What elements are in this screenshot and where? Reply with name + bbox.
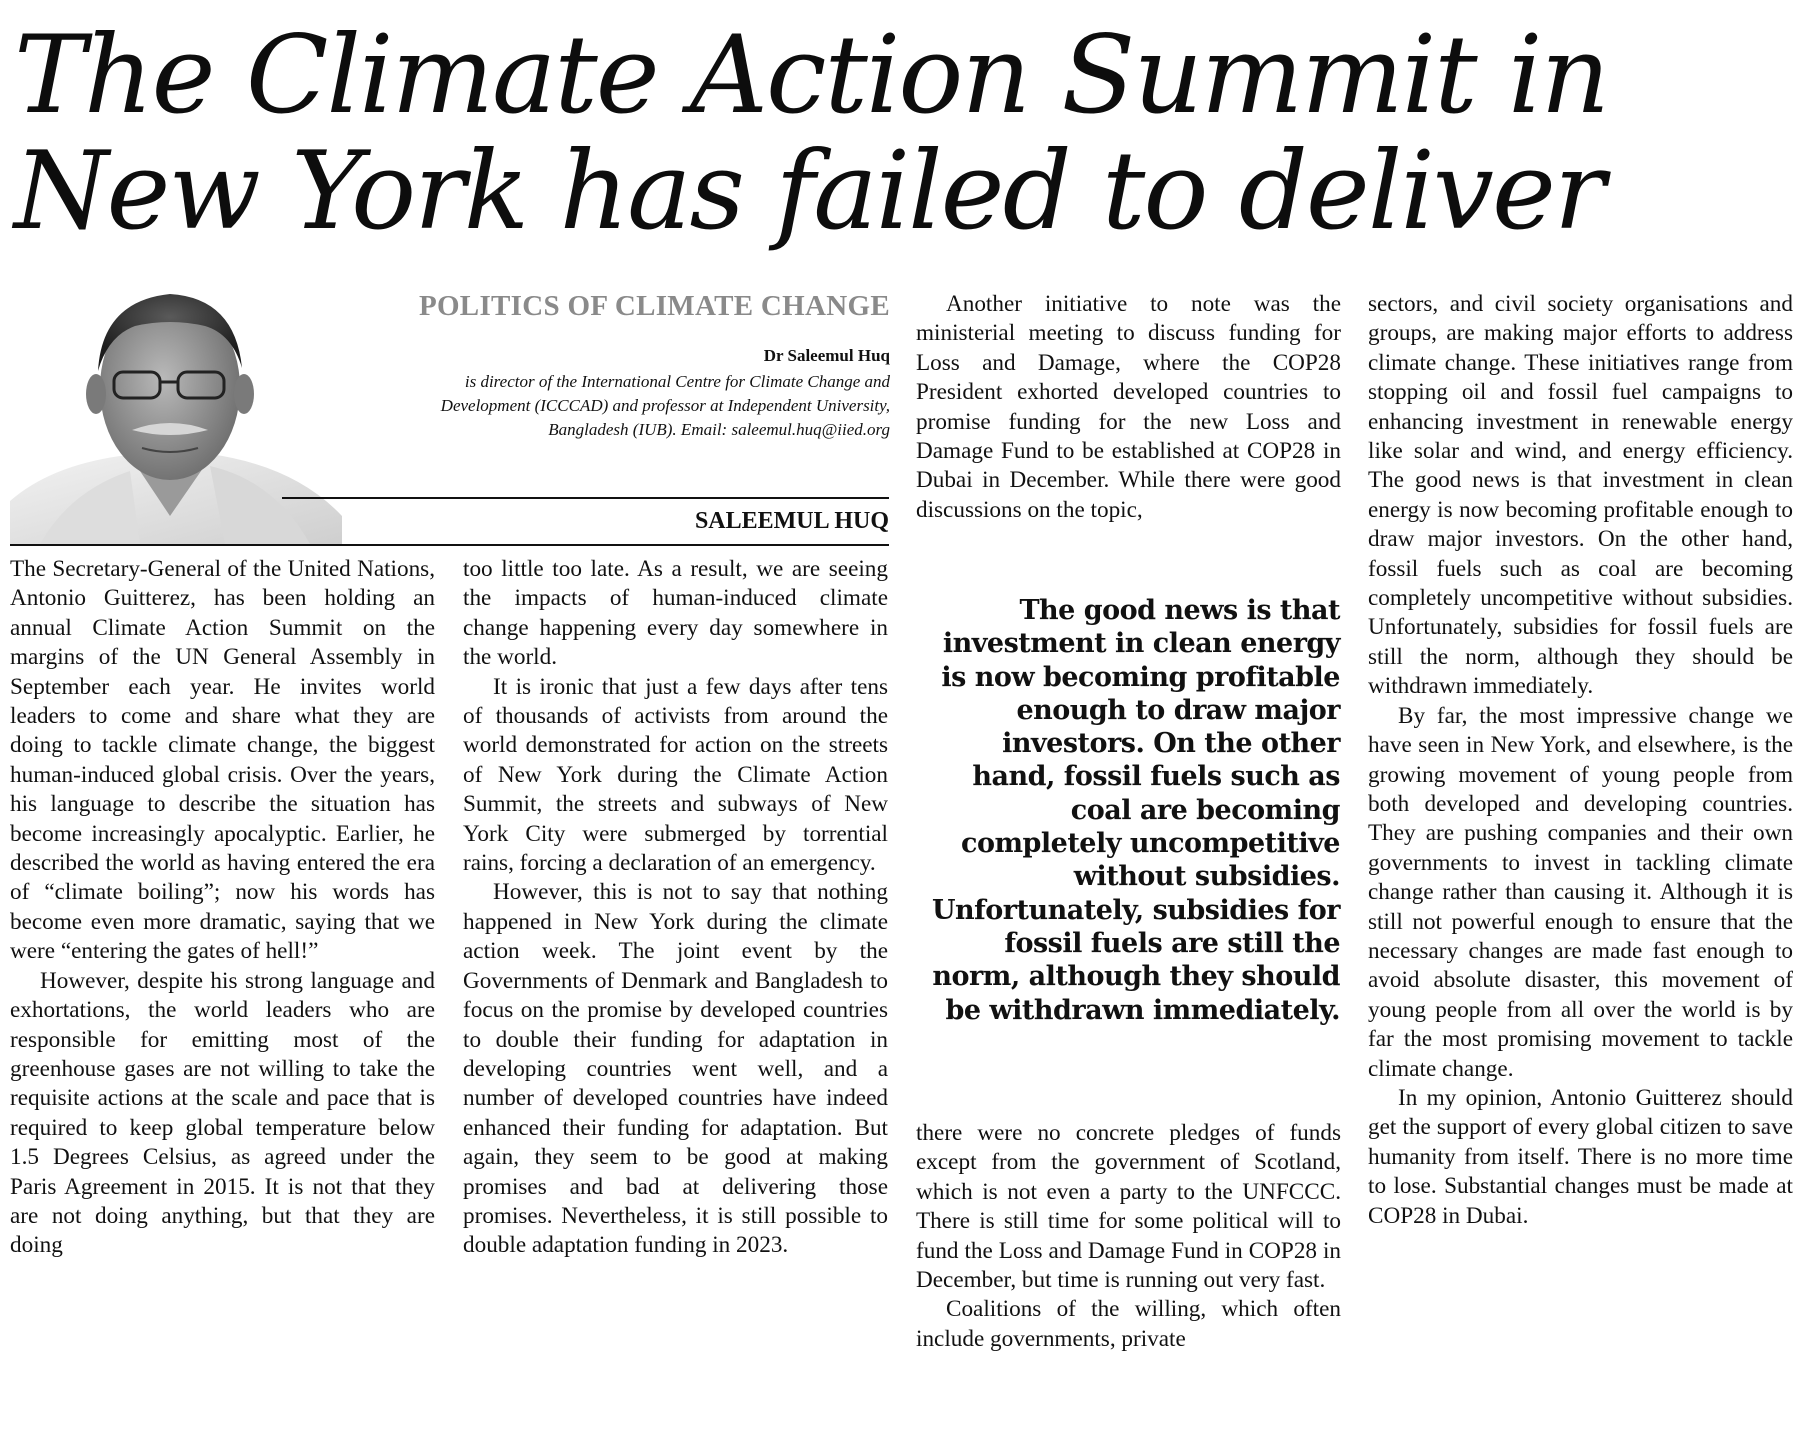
paragraph: Coalitions of the willing, which often include governments, private xyxy=(916,1296,1341,1352)
section-kicker: POLITICS OF CLIMATE CHANGE xyxy=(418,290,890,322)
byline-divider xyxy=(282,497,889,499)
paragraph: In my opinion, Antonio Guitterez should get the support of every global citizen to save humanity from itself. There is no more time to lose. Substantial changes must be made at COP28 in Dubai. xyxy=(1368,1084,1793,1229)
author-photo xyxy=(10,276,342,544)
paragraph: However, despite his strong language and exhortations, the world leaders who are responsible for emitting most of the greenhouse gases are not willing to take the requisite actions at the scale and pace that is required to keep global temperature below 1.5 Degrees Celsius, as agreed under the Paris Agreement in 2015. It is not that they are not doing anything, but that they are doing xyxy=(10,967,435,1259)
author-name: Dr Saleemul Huq xyxy=(763,346,890,365)
article-column-1 xyxy=(10,555,435,1261)
paragraph: The Secretary-General of the United Nations, Antonio Guitterez, has been holding an annual Climate Action Summit on the margins of the UN General Assembly in September each year. He invites world leaders to come and share what they are doing to tackle climate change, the biggest human-induced global crisis. Over the years, his language to describe the situation has become increasingly apocalyptic. Earlier, he described the world as having entered the era of “climate boiling”; now his words has become even more dramatic, saying that we were “entering the gates of hell!” xyxy=(10,556,435,965)
author-bio: is director of the International Centre for Climate Change and Development (ICCCAD) and professor at Independent University, Bangladesh (IUB). Email: saleemul.huq@iied.org xyxy=(440,372,890,439)
byline: SALEEMUL HUQ xyxy=(694,508,889,534)
paragraph: there were no concrete pledges of funds except from the government of Scotland, which is not even a party to the UNFCCC. There is still time for some political will to fund the Loss and Damage Fund in COP28 in December, but time is running out very fast. xyxy=(916,1120,1341,1294)
paragraph: However, this is not to say that nothing happened in New York during the climate action week. The joint event by the Governments of Denmark and Bangladesh to focus on the promise by developed countries to double their funding for adaptation in developing countries went well, and a number of developed countries have indeed enhanced their funding for adaptation. But again, they seem to be good at making promises and bad at delivering those promises. Nevertheless, it is still possible to double adaptation funding in 2023. xyxy=(463,879,888,1259)
paragraph: Another initiative to note was the ministerial meeting to discuss funding for Loss and Damage, where the COP28 President exhorted developed countries to promise funding for the new Loss and Damage Fund to be established at COP28 in Dubai in December. While there were good discussions on the topic, xyxy=(916,291,1341,523)
article-column-3-top xyxy=(916,290,1341,525)
article-column-2 xyxy=(463,555,888,1261)
paragraph: By far, the most impressive change we have seen in New York, and elsewhere, is the growing movement of young people from both developed and developing countries. They are pushing companies and their own governments to invest in tackling climate change rather than causing it. Although it is still not powerful enough to ensure that the necessary changes are made fast enough to avoid absolute disaster, this movement of young people from all over the world is by far the most promising movement to tackle climate change. xyxy=(1368,702,1793,1082)
article-headline: The Climate Action Summit in New York has failed to deliver xyxy=(14,13,1609,254)
paragraph: It is ironic that just a few days after tens of thousands of activists from around the world demonstrated for action on the streets of New York during the Climate Action Summit, the streets and subways of New York City were submerged by torrential rains, forcing a declaration of an emergency. xyxy=(463,673,888,877)
paragraph: too little too late. As a result, we are seeing the impacts of human-induced climate change happening every day somewhere in the world. xyxy=(463,556,888,671)
paragraph: sectors, and civil society organisations and groups, are making major efforts to address climate change. These initiatives range from stopping oil and fossil fuel campaigns to enhancing investment in renewable energy like solar and wind, and energy efficiency. The good news is that investment in clean energy is now becoming profitable enough to draw major investors. On the other hand, fossil fuels such as coal are becoming completely uncompetitive without subsidies. Unfortunately, subsidies for fossil fuels are still the norm, although they should be withdrawn immediately. xyxy=(1368,291,1793,700)
article-column-3-bottom xyxy=(916,1119,1341,1354)
pull-quote: The good news is that investment in clean energy is now becoming profitable enough to draw major investors. On the other hand, fossil fuels such as coal are becoming completely uncompetitive without subsidies. Unfortunately, subsidies for fossil fuels are still the norm, although they should be withdrawn immediately. xyxy=(932,595,1340,1026)
article-column-4 xyxy=(1368,290,1793,1231)
header-divider xyxy=(10,544,889,546)
